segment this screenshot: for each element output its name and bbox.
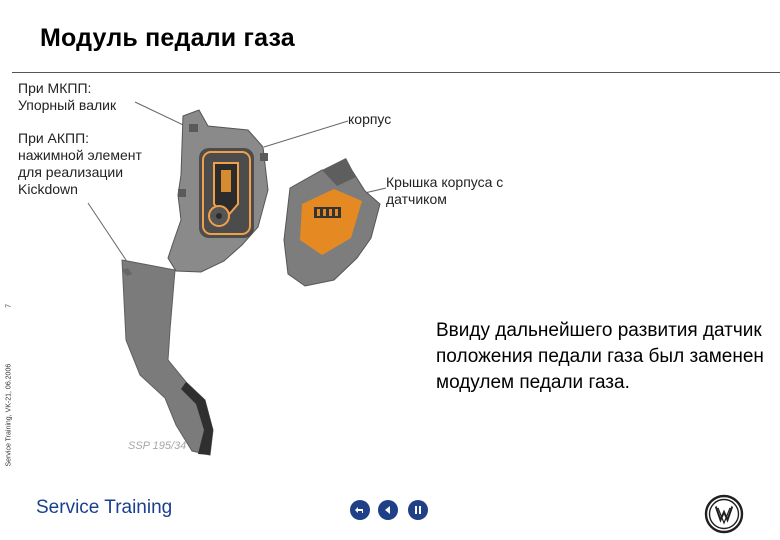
sensor-cover — [284, 158, 380, 286]
pedal-arm — [122, 260, 213, 455]
triangle-left-icon[interactable] — [378, 500, 398, 520]
service-training-brand: Service Training — [36, 497, 173, 518]
label-housing: корпус — [348, 111, 392, 127]
sidebar-vertical-text: Service Training, VK-21, 06.2006 — [5, 363, 13, 467]
leader-line-housing — [264, 121, 348, 147]
pause-icon[interactable] — [408, 500, 428, 520]
label-automatic: При АКПП: нажимной элемент для реализации Kickdown — [18, 130, 142, 197]
label-manual: При МКПП: Упорный валик — [18, 80, 117, 113]
figure-code: SSP 195/34 — [128, 440, 187, 452]
vw-logo — [703, 493, 745, 535]
page-number: 7 — [5, 303, 13, 308]
return-icon[interactable] — [350, 500, 370, 520]
label-cover: Крышка корпуса с датчиком — [386, 174, 504, 207]
leader-line-automatic — [88, 203, 128, 263]
description-text: Ввиду дальнейшего развития датчик положения педали газа был заменен модулем педали газа. — [436, 320, 764, 393]
page-title: Модуль педали газа — [40, 24, 295, 52]
pedal-housing — [168, 110, 268, 272]
